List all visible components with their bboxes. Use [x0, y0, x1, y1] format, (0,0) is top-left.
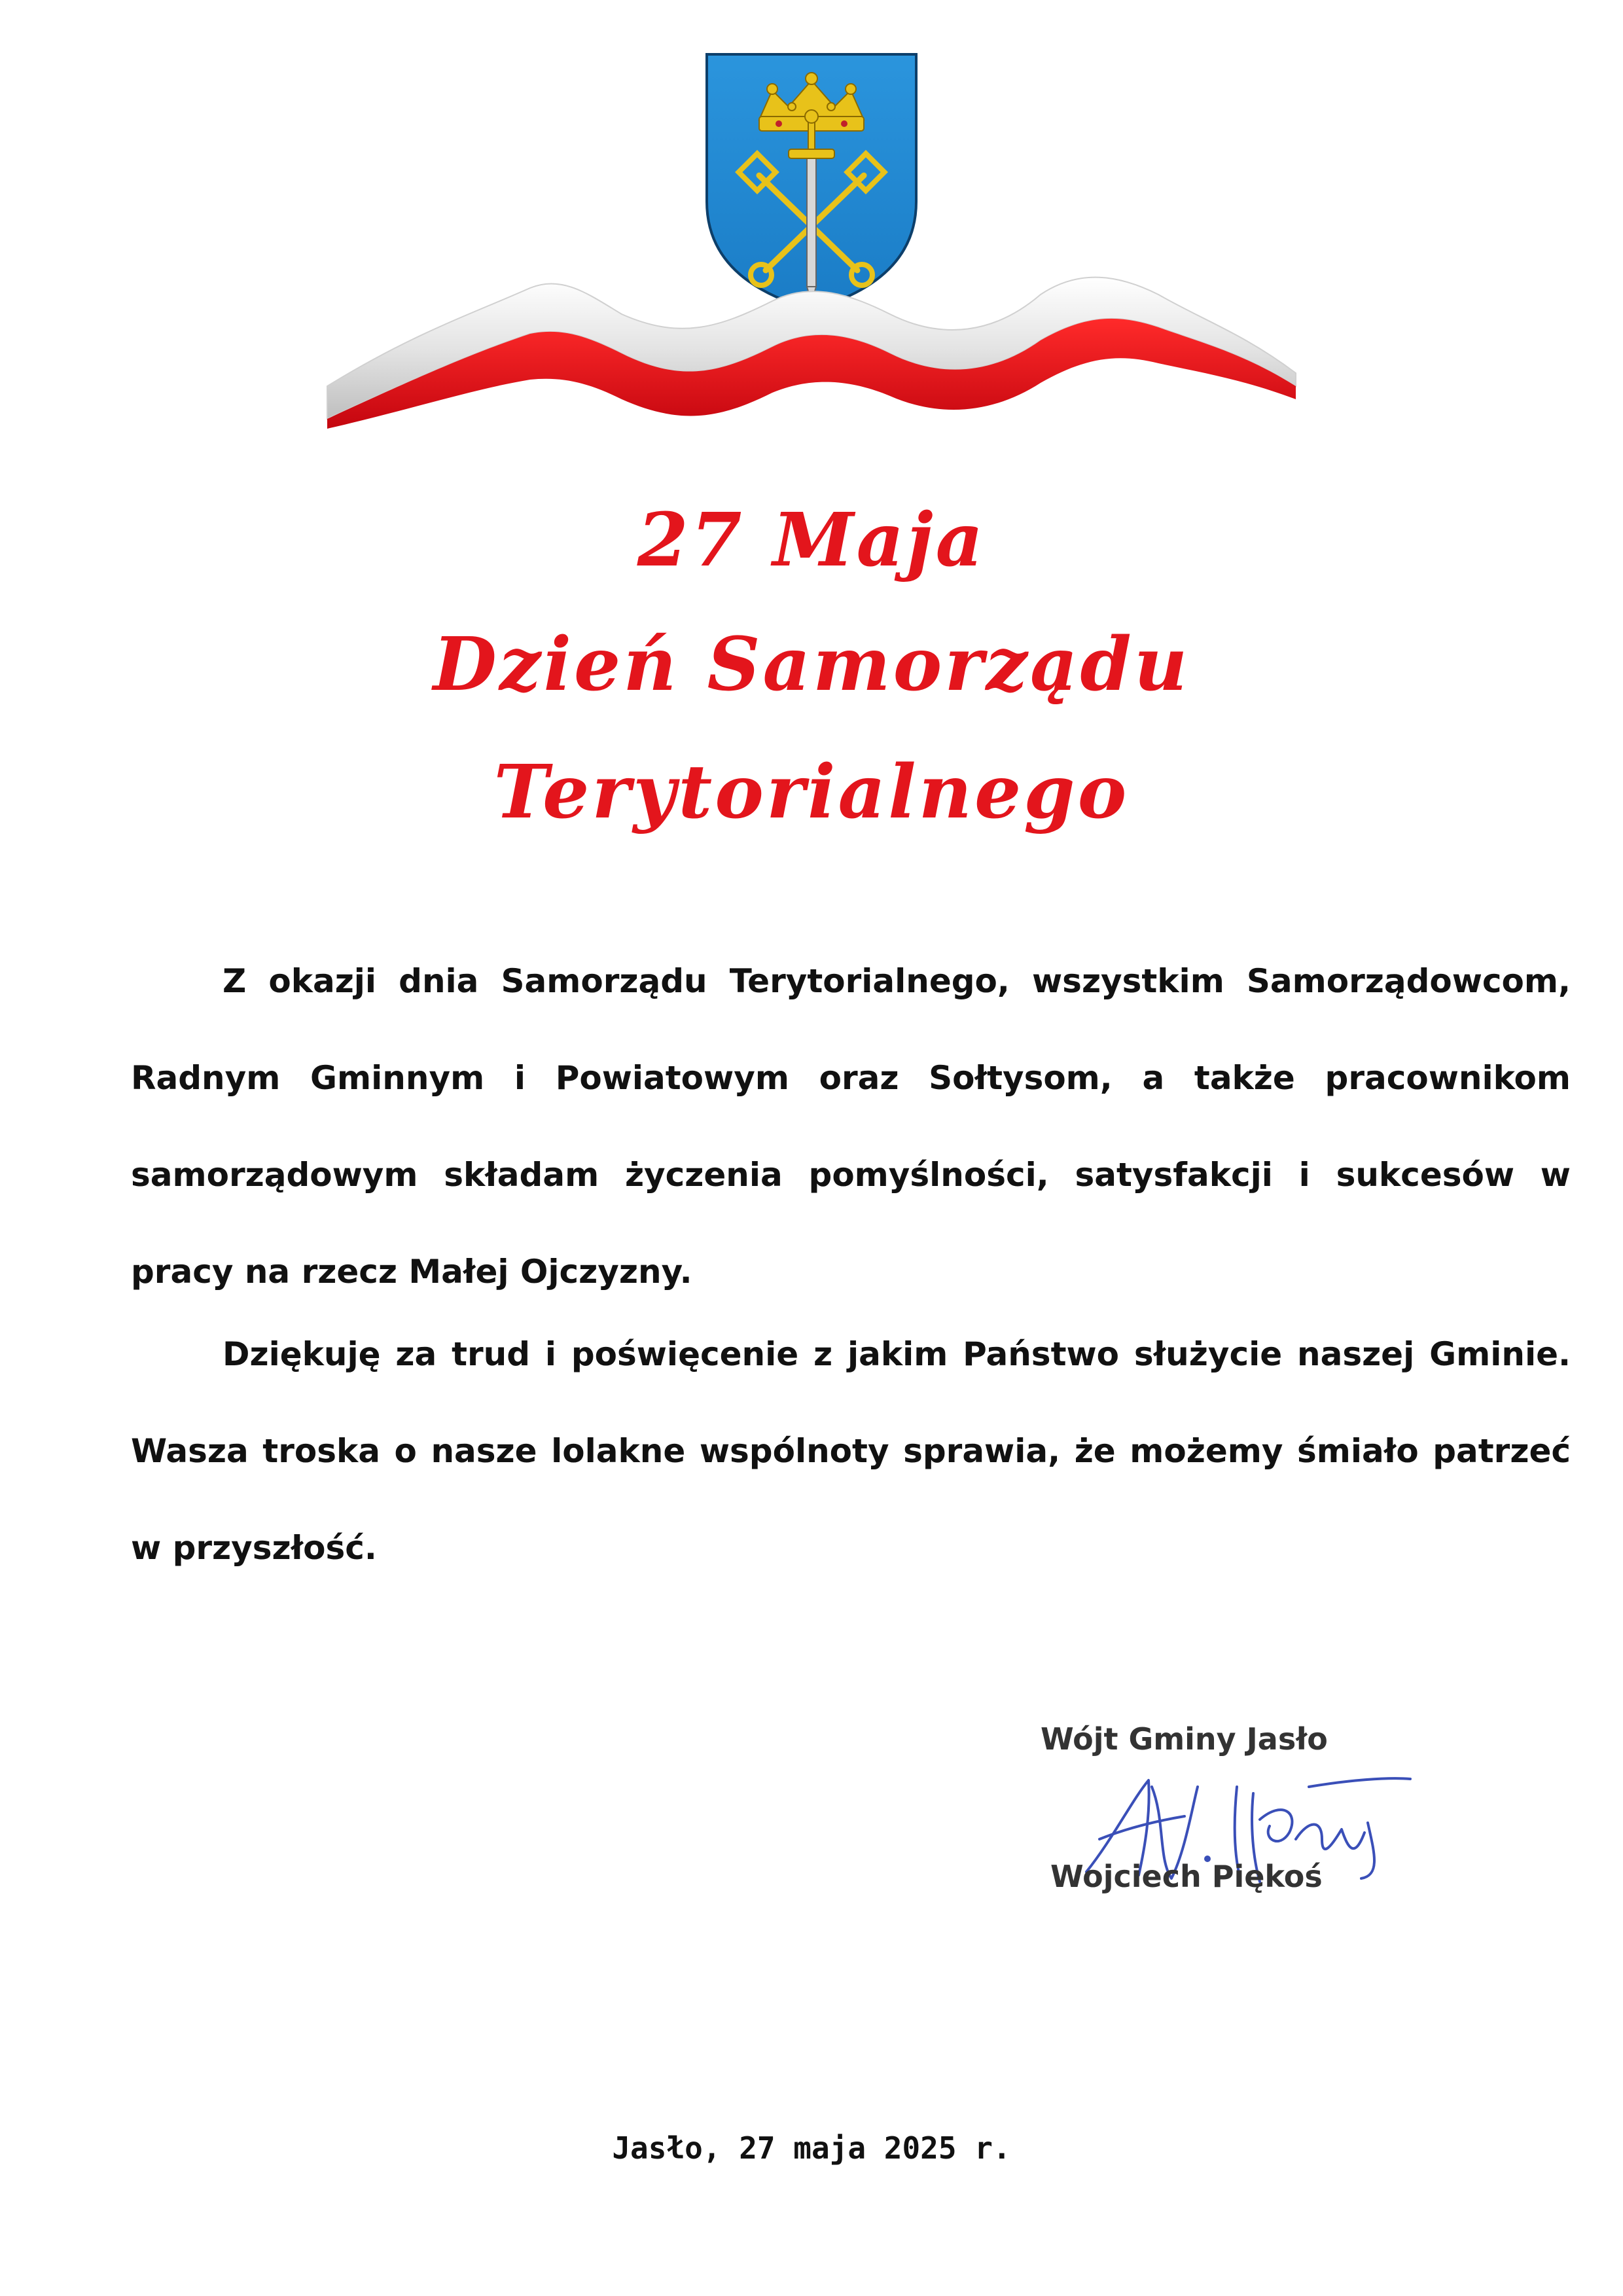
- body-paragraph-2-container: [131, 1306, 1571, 1596]
- body-paragraph-1: Z okazji dnia Samorządu Terytorialnego, wszystkim Samorządowcom, Radnym Gminnym i Powiatowym oraz Sołtysom, a także pracownikom samorządowym składam życzenia pomyślności, satysfakcji i sukcesów w pracy na rzecz Małej Ojczyzny.: [131, 962, 1571, 1291]
- signature-block: [1021, 1708, 1427, 1924]
- body-paragraph-1-container: [131, 933, 1571, 1320]
- title-line-3: Terytorialnego: [493, 749, 1130, 835]
- signatory-name: Wojciech Piękoś: [1050, 1859, 1323, 1894]
- title-date: 27 Maja: [637, 497, 986, 583]
- body-paragraph-2: Dziękuję za trud i poświęcenie z jakim Państwo służycie naszej Gminie. Wasza troska o nasze lolakne wspólnoty sprawia, że możemy śmiało patrzeć w przyszłość.: [131, 1335, 1571, 1567]
- signatory-title: Wójt Gminy Jasło: [1041, 1721, 1328, 1757]
- flag-ribbon-icon: [314, 255, 1309, 432]
- place-date: Jasło, 27 maja 2025 r.: [612, 2130, 1011, 2166]
- title-line-2: Dzień Samorządu: [433, 622, 1190, 708]
